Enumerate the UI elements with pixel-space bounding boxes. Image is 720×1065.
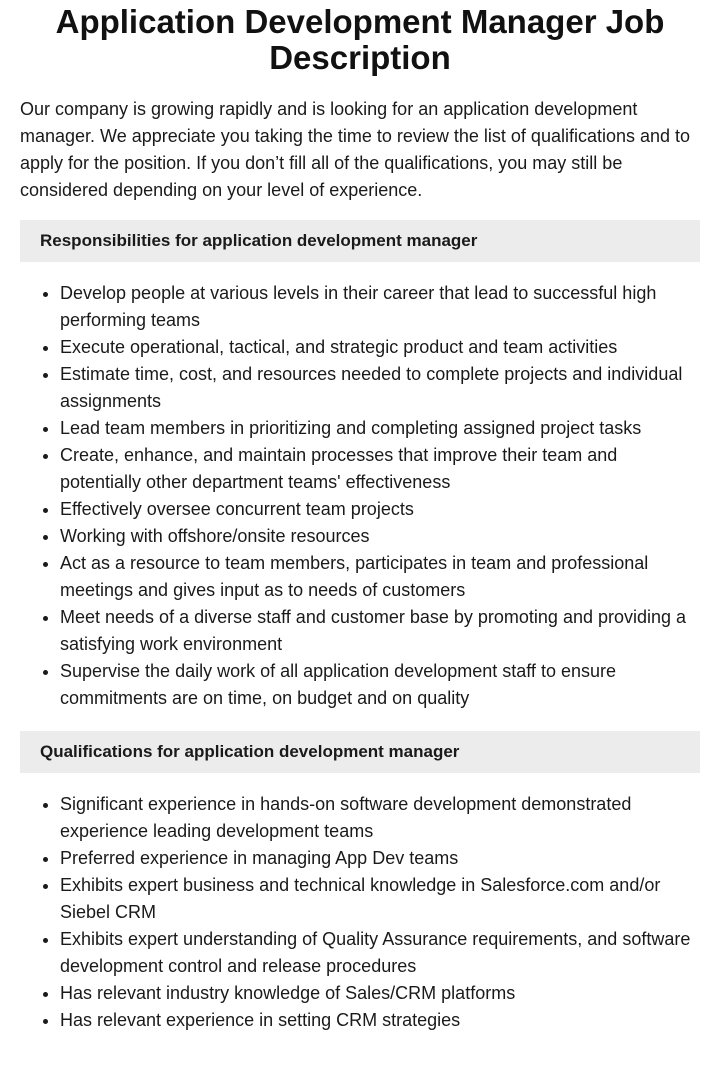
list-item: • Exhibits expert understanding of Quality Assurance requirements, and software development control and release procedures	[60, 926, 700, 980]
list-item: • Estimate time, cost, and resources needed to complete projects and individual assignments	[60, 361, 700, 415]
list-item: • Develop people at various levels in their career that lead to successful high performing teams	[60, 280, 700, 334]
intro-paragraph: Our company is growing rapidly and is looking for an application development manager. We appreciate you taking the time to review the list of qualifications and to apply for the position. If you don’t fill all of the qualifications, you may still be considered depending on your level of experience.	[20, 99, 691, 200]
list-item: • Working with offshore/onsite resources	[60, 523, 700, 550]
list-item: • Has relevant industry knowledge of Sales/CRM platforms	[60, 980, 700, 1007]
list-item: • Preferred experience in managing App Dev teams	[60, 845, 700, 872]
list-item: • Has relevant experience in setting CRM strategies	[60, 1007, 700, 1034]
responsibilities-list	[20, 280, 700, 712]
list-item: • Create, enhance, and maintain processes that improve their team and potentially other department teams' effectiveness	[60, 442, 700, 496]
page-title: Application Development Manager Job Description	[55, 3, 665, 76]
list-item: • Act as a resource to team members, participates in team and professional meetings and gives input as to needs of customers	[60, 550, 700, 604]
list-item: • Effectively oversee concurrent team projects	[60, 496, 700, 523]
list-item: • Exhibits expert business and technical knowledge in Salesforce.com and/or Siebel CRM	[60, 872, 700, 926]
list-item: • Significant experience in hands-on software development demonstrated experience leading development teams	[60, 791, 700, 845]
qualifications-heading: Qualifications for application development manager	[20, 731, 700, 773]
list-item: • Supervise the daily work of all application development staff to ensure commitments are on time, on budget and on quality	[60, 658, 700, 712]
list-item: • Meet needs of a diverse staff and customer base by promoting and providing a satisfying work environment	[60, 604, 700, 658]
responsibilities-heading: Responsibilities for application development manager	[20, 220, 700, 262]
list-item: • Execute operational, tactical, and strategic product and team activities	[60, 334, 700, 361]
list-item: • Lead team members in prioritizing and completing assigned project tasks	[60, 415, 700, 442]
qualifications-list	[20, 791, 700, 1034]
